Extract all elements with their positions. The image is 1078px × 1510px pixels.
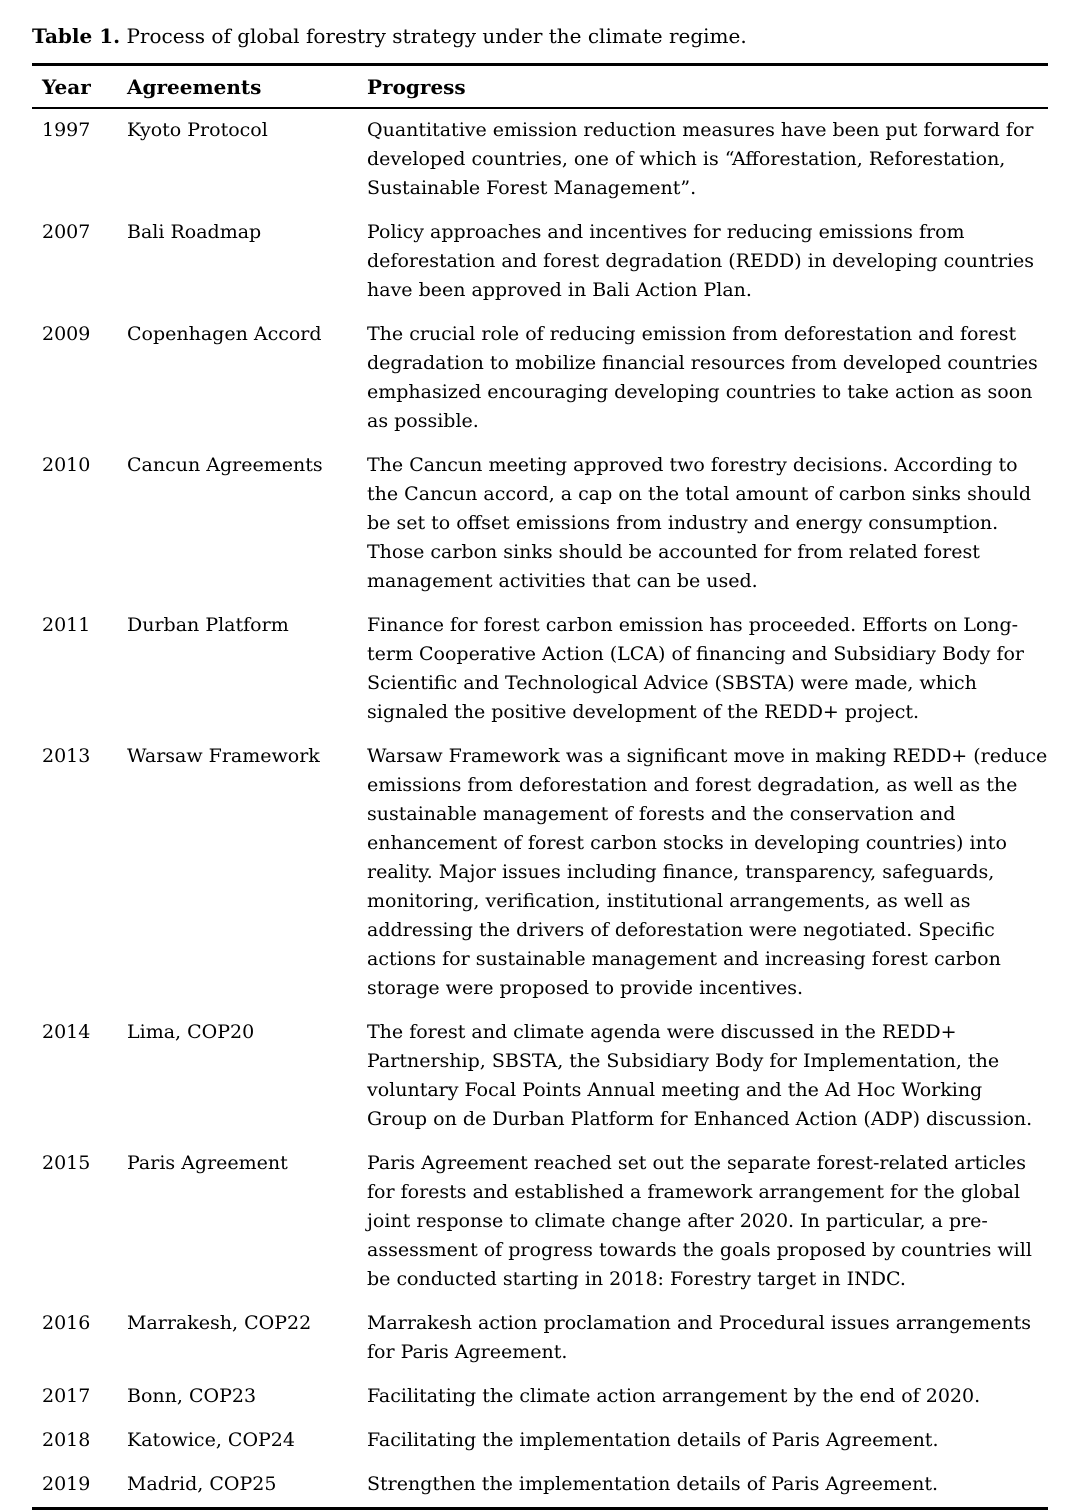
table-row bbox=[32, 1463, 1048, 1509]
table-row bbox=[32, 108, 1048, 211]
table-caption bbox=[32, 22, 1048, 50]
year-cell: 2007 bbox=[42, 221, 91, 243]
column-header-year: Year bbox=[32, 65, 117, 109]
agreement-cell: Marrakesh, COP22 bbox=[127, 1312, 312, 1334]
year-cell: 2009 bbox=[42, 323, 91, 345]
agreement-cell: Durban Platform bbox=[127, 614, 289, 636]
table-row bbox=[32, 313, 1048, 444]
agreement-cell: Warsaw Framework bbox=[127, 745, 320, 767]
progress-cell: Facilitating the implementation details of Paris Agreement. bbox=[367, 1429, 939, 1451]
year-cell: 2018 bbox=[42, 1429, 91, 1451]
progress-cell: Strengthen the implementation details of Paris Agreement. bbox=[367, 1473, 939, 1495]
year-cell: 2010 bbox=[42, 454, 91, 476]
progress-cell: The forest and climate agenda were discussed in the REDD+ Partnership, SBSTA, the Subsidiary Body for Implementation, the voluntary Focal Points Annual meeting and the Ad Hoc Working Group on de Durban Platform for Enhanced Action (ADP) discussion. bbox=[367, 1021, 1033, 1130]
year-cell: 2019 bbox=[42, 1473, 91, 1495]
table-row bbox=[32, 1419, 1048, 1463]
year-cell: 2016 bbox=[42, 1312, 91, 1334]
agreement-cell: Bonn, COP23 bbox=[127, 1385, 257, 1407]
progress-cell: Quantitative emission reduction measures have been put forward for developed countries, one of which is “Afforestation, Reforestation, Sustainable Forest Management”. bbox=[367, 119, 1034, 199]
progress-cell: Warsaw Framework was a significant move in making REDD+ (reduce emissions from deforestation and forest degradation, as well as the sustainable management of forests and the conservation and enhancement of forest carbon stocks in developing countries) into reality. Major issues including finance, transparency, safeguards, monitoring, verification, institutional arrangements, as well as addressing the drivers of deforestation were negotiated. Specific actions for sustainable management and increasing forest carbon storage were proposed to provide incentives. bbox=[367, 745, 1048, 999]
year-cell: 2013 bbox=[42, 745, 91, 767]
agreement-cell: Copenhagen Accord bbox=[127, 323, 322, 345]
table-header-row bbox=[32, 65, 1048, 109]
forestry-strategy-table bbox=[32, 63, 1048, 1510]
progress-cell: The Cancun meeting approved two forestry decisions. According to the Cancun accord, a cap on the total amount of carbon sinks should be set to offset emissions from industry and energy consumption. Those carbon sinks should be accounted for from related forest management activities that can be used. bbox=[367, 454, 1031, 592]
table-row bbox=[32, 1011, 1048, 1142]
agreement-cell: Cancun Agreements bbox=[127, 454, 323, 476]
progress-cell: Facilitating the climate action arrangement by the end of 2020. bbox=[367, 1385, 981, 1407]
table-row bbox=[32, 444, 1048, 604]
table-row bbox=[32, 1302, 1048, 1375]
year-cell: 1997 bbox=[42, 119, 91, 141]
table-row bbox=[32, 735, 1048, 1011]
column-header-progress: Progress bbox=[357, 65, 1048, 109]
year-cell: 2011 bbox=[42, 614, 91, 636]
table-row bbox=[32, 604, 1048, 735]
table-body bbox=[32, 108, 1048, 1509]
table-row bbox=[32, 1375, 1048, 1419]
progress-cell: The crucial role of reducing emission from deforestation and forest degradation to mobilize financial resources from developed countries emphasized encouraging developing countries to take action as soon as possible. bbox=[367, 323, 1038, 432]
year-cell: 2015 bbox=[42, 1152, 91, 1174]
progress-cell: Paris Agreement reached set out the separate forest-related articles for forests and established a framework arrangement for the global joint response to climate change after 2020. In particular, a pre-assessment of progress towards the goals proposed by countries will be conducted starting in 2018: Forestry target in INDC. bbox=[367, 1152, 1032, 1290]
progress-cell: Finance for forest carbon emission has proceeded. Efforts on Long-term Cooperative Action (LCA) of financing and Subsidiary Body for Scientific and Technological Advice (SBSTA) were made, which signaled the positive development of the REDD+ project. bbox=[367, 614, 1024, 723]
table-row bbox=[32, 1142, 1048, 1302]
agreement-cell: Madrid, COP25 bbox=[127, 1473, 277, 1495]
table-caption-text: Process of global forestry strategy under the climate regime. bbox=[126, 24, 747, 48]
agreement-cell: Lima, COP20 bbox=[127, 1021, 255, 1043]
table-caption-label: Table 1. bbox=[32, 24, 121, 48]
year-cell: 2014 bbox=[42, 1021, 91, 1043]
column-header-agreements: Agreements bbox=[117, 65, 357, 109]
progress-cell: Marrakesh action proclamation and Procedural issues arrangements for Paris Agreement. bbox=[367, 1312, 1032, 1363]
agreement-cell: Katowice, COP24 bbox=[127, 1429, 295, 1451]
agreement-cell: Kyoto Protocol bbox=[127, 119, 268, 141]
year-cell: 2017 bbox=[42, 1385, 91, 1407]
agreement-cell: Bali Roadmap bbox=[127, 221, 262, 243]
agreement-cell: Paris Agreement bbox=[127, 1152, 288, 1174]
progress-cell: Policy approaches and incentives for reducing emissions from deforestation and forest degradation (REDD) in developing countries have been approved in Bali Action Plan. bbox=[367, 221, 1035, 301]
table-row bbox=[32, 211, 1048, 313]
